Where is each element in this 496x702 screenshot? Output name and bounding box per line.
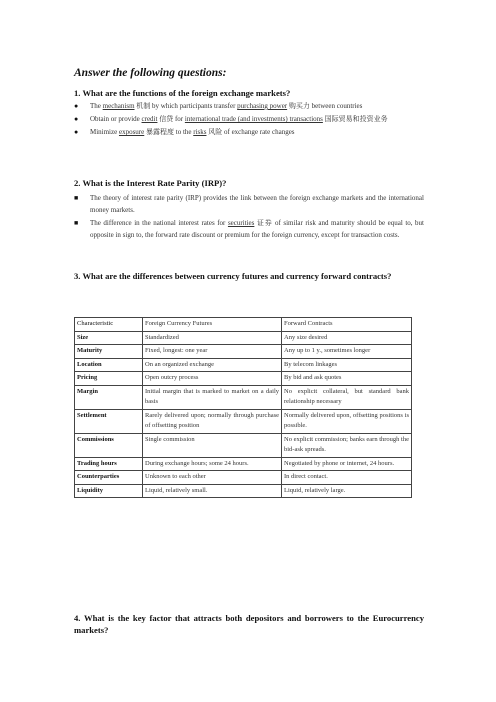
table-cell: Normally delivered upon, offsetting positions is possible. (282, 409, 412, 433)
bullet-text-segment: exposure (118, 128, 145, 136)
bullet-item (74, 113, 424, 125)
table-cell: Standardized (143, 331, 282, 345)
table-cell: No explicit collateral, but standard bank relationship necessary (282, 385, 412, 409)
table-row (75, 372, 412, 386)
question-3-title: 3. What are the differences between currency futures and currency forward contracts? (74, 271, 392, 281)
table-cell: Characteristic (75, 318, 143, 332)
table-row (75, 433, 412, 457)
table-cell: Liquid, relatively large. (282, 484, 412, 498)
table-cell: Any size desired (282, 331, 412, 345)
table-cell: Open outcry process (143, 372, 282, 386)
bullet-text-segment: 证券 of similar risk and maturity should be equal to, but opposite in sign to, the forward rate discount or premium for the foreign currency, except for transaction costs. (90, 219, 425, 239)
table-cell: No explicit commission; banks earn through the bid-ask spreads. (282, 433, 412, 457)
bullet-text-segment: The difference in the national interest rates for (90, 219, 228, 227)
filled-circle-bullet-icon: ● (74, 128, 79, 136)
filled-circle-bullet-icon: ● (74, 115, 79, 123)
question-1-bullets (74, 100, 424, 139)
table-cell: Location (75, 358, 143, 372)
table-cell: Initial margin that is marked to market on a daily basis (143, 385, 282, 409)
bullet-item (74, 100, 424, 112)
bullet-text-segment: credit (141, 115, 158, 123)
table-cell: Rarely delivered upon; normally through purchase of offsetting position (143, 409, 282, 433)
table-cell: In direct contact. (282, 471, 412, 485)
table-row (75, 471, 412, 485)
table-row (75, 358, 412, 372)
table-cell: Single commission (143, 433, 282, 457)
bullet-text-segment: The theory of interest rate parity (IRP) provides the link between the foreign exchange markets and the international money markets. (90, 194, 424, 214)
bullet-text-segment: international trade (and investments) transactions (184, 115, 323, 123)
bullet-text-segment: securities (227, 219, 255, 227)
comparison-table (74, 317, 412, 498)
table-cell: By telecom linkages (282, 358, 412, 372)
table-cell: Size (75, 331, 143, 345)
table-cell: Fixed, longest: one year (143, 345, 282, 359)
table-cell: Margin (75, 385, 143, 409)
bullet-text-segment: Minimize (90, 128, 119, 136)
table-cell: During exchange hours; some 24 hours. (143, 457, 282, 471)
question-2-bullets (74, 192, 424, 242)
bullet-text-segment: 风险 of exchange rate changes (206, 128, 295, 136)
question-4-title: 4. What is the key factor that attracts both depositors and borrowers to the Eurocurrency markets? (74, 613, 424, 635)
question-2-title: 2. What is the Interest Rate Parity (IRP)? (74, 178, 227, 188)
bullet-text-segment: 购买力 between countries (287, 102, 363, 110)
filled-square-bullet-icon: ■ (74, 219, 79, 227)
bullet-text-segment: The (90, 102, 103, 110)
table-cell: Negotiated by phone or internet, 24 hours. (282, 457, 412, 471)
table-cell: By bid and ask quotes (282, 372, 412, 386)
table-cell: Settlement (75, 409, 143, 433)
bullet-item (74, 126, 424, 138)
table-row (75, 331, 412, 345)
table-cell: On an organized exchange (143, 358, 282, 372)
bullet-item (74, 192, 424, 216)
page-heading: Answer the following questions: (74, 67, 227, 79)
bullet-item (74, 217, 424, 241)
table-cell: Liquidity (75, 484, 143, 498)
table-row (75, 385, 412, 409)
bullet-text-segment: 信贷 for (157, 115, 185, 123)
filled-square-bullet-icon: ■ (74, 194, 79, 202)
table-row (75, 484, 412, 498)
table-row (75, 457, 412, 471)
table-cell: Trading hours (75, 457, 143, 471)
bullet-text-segment: risks (193, 128, 207, 136)
table-cell: Forward Contracts (282, 318, 412, 332)
question-1-title: 1. What are the functions of the foreign exchange markets? (74, 88, 291, 98)
bullet-text-segment: Obtain or provide (90, 115, 142, 123)
filled-circle-bullet-icon: ● (74, 102, 79, 110)
table-cell: Foreign Currency Futures (143, 318, 282, 332)
table-cell: Pricing (75, 372, 143, 386)
bullet-text-segment: mechanism (102, 102, 135, 110)
bullet-text-segment: 暴露程度 to the (144, 128, 194, 136)
table-cell: Commissions (75, 433, 143, 457)
table-cell: Counterparties (75, 471, 143, 485)
bullet-text-segment: purchasing power (237, 102, 288, 110)
table-row (75, 318, 412, 332)
table-cell: Unknown to each other (143, 471, 282, 485)
table-row (75, 345, 412, 359)
bullet-text-segment: 机制 by which participants transfer (134, 102, 238, 110)
bullet-text-segment: 国际贸易和投资业务 (322, 115, 388, 123)
table-cell: Liquid, relatively small. (143, 484, 282, 498)
table-cell: Any up to 1 y., sometimes longer (282, 345, 412, 359)
table-cell: Maturity (75, 345, 143, 359)
table-row (75, 409, 412, 433)
